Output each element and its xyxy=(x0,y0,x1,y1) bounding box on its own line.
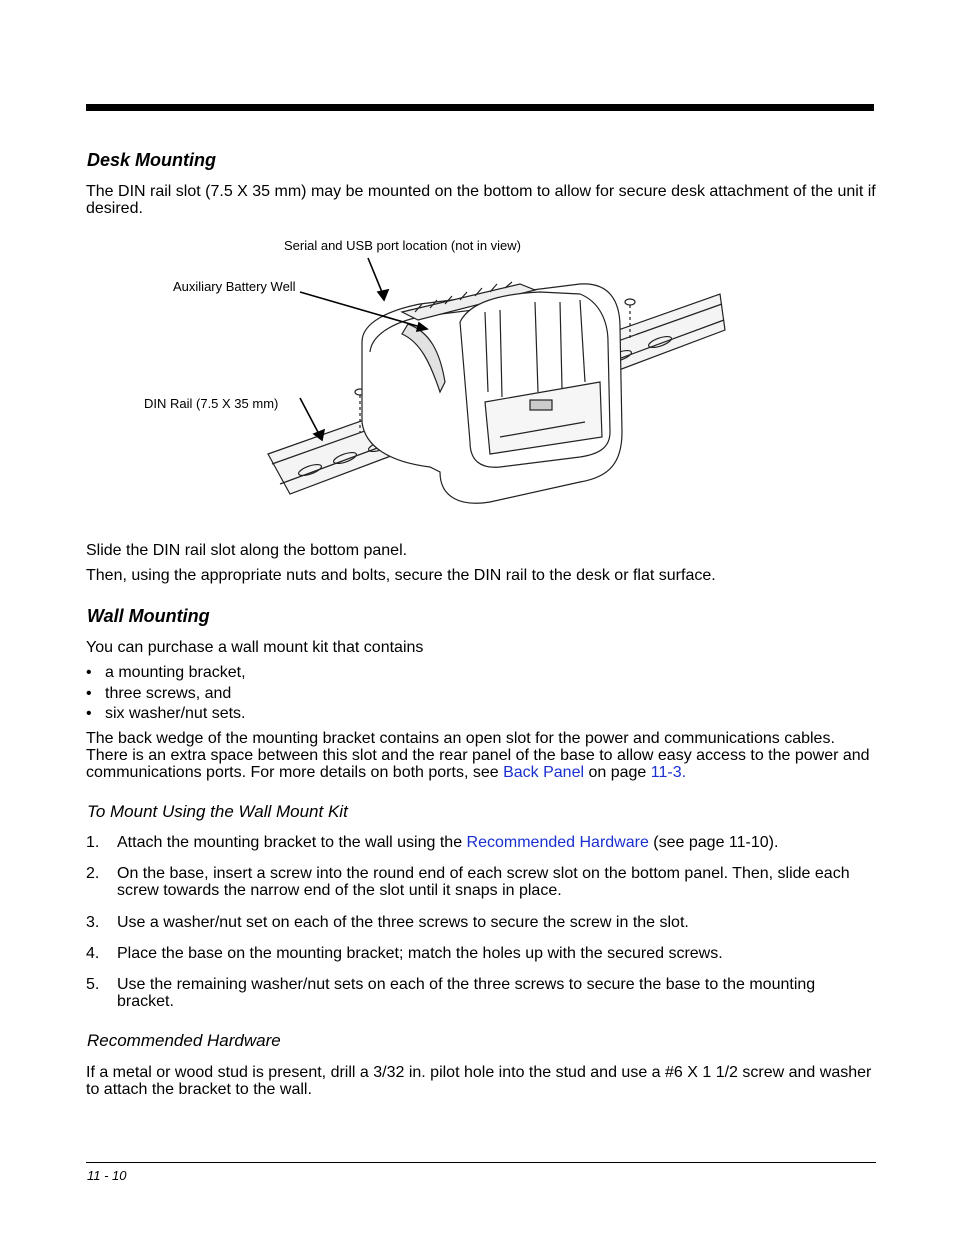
bullet-icon: • xyxy=(86,664,92,681)
wall-mounting-heading: Wall Mounting xyxy=(87,606,210,626)
caption-battery-well: Auxiliary Battery Well xyxy=(173,279,296,294)
back-wedge-paragraph: The back wedge of the mounting bracket contains an open slot for the power and communications cables. There is an extra space between this slot and the rear panel of the base to allow easy access to the power and communications ports. For more details on both ports, see Back Panel on page 11-3. xyxy=(86,730,870,781)
bullet-icon: • xyxy=(86,685,92,702)
din-rail-figure xyxy=(140,232,740,510)
page-number: 11 - 10 xyxy=(87,1168,127,1183)
then-paragraph: Then, using the appropriate nuts and bolts, secure the DIN rail to the desk or flat surface. xyxy=(86,567,716,584)
page-11-3-link[interactable]: 11-3. xyxy=(650,764,687,781)
bullet-icon: • xyxy=(86,705,92,722)
caption-serial-usb: Serial and USB port location (not in view) xyxy=(284,238,522,253)
desk-mounting-heading: Desk Mounting xyxy=(87,150,216,170)
recommended-hardware-link[interactable]: Recommended Hardware xyxy=(466,834,649,851)
wall-intro-paragraph: You can purchase a wall mount kit that contains xyxy=(86,639,424,656)
header-rule xyxy=(86,104,874,111)
back-panel-link[interactable]: Back Panel xyxy=(503,764,585,781)
callout-lines xyxy=(140,232,740,510)
caption-din-rail: DIN Rail (7.5 X 35 mm) xyxy=(144,396,279,411)
desk-intro-paragraph: The DIN rail slot (7.5 X 35 mm) may be mounted on the bottom to allow for secure desk attachment of the unit if desired. xyxy=(86,183,876,217)
mount-kit-heading: To Mount Using the Wall Mount Kit xyxy=(87,802,348,821)
slide-paragraph: Slide the DIN rail slot along the bottom panel. xyxy=(86,542,408,559)
footer-rule xyxy=(86,1162,876,1163)
recommended-hardware-heading: Recommended Hardware xyxy=(87,1031,281,1050)
hardware-paragraph: If a metal or wood stud is present, drill a 3/32 in. pilot hole into the stud and use a #6 X 1 1/2 screw and washer to attach the bracket to the wall. xyxy=(86,1064,872,1098)
